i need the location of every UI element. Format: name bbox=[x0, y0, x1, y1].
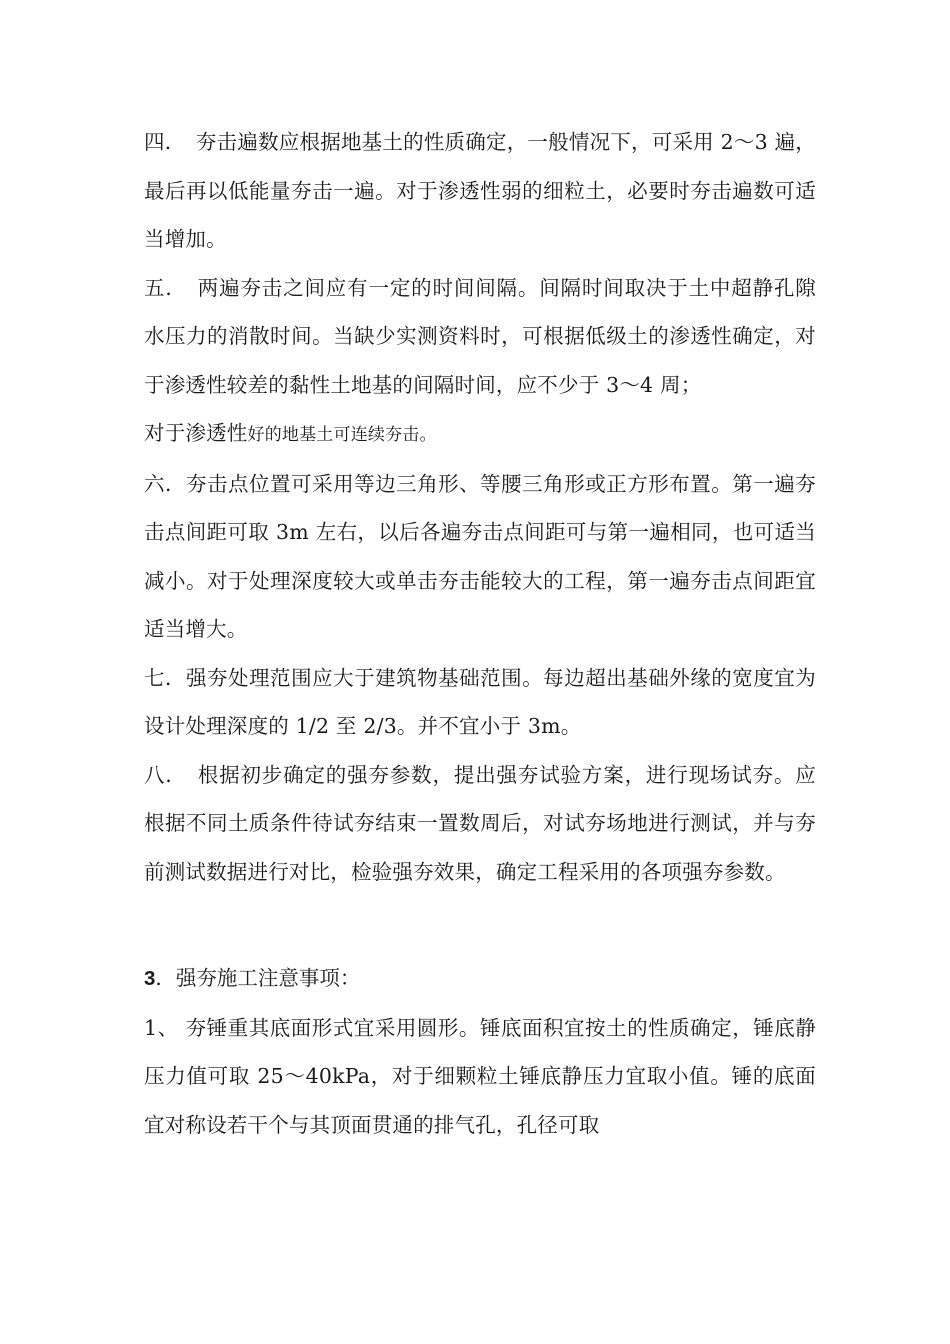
paragraph-5 bbox=[144, 264, 816, 460]
paragraph-5-tail: 对于渗透性 bbox=[144, 421, 248, 445]
paragraph-6: 六．夯击点位置可采用等边三角形、等腰三角形或正方形布置。第一遍夯击点间距可取 3m 左右，以后各遍夯击点间距可与第一遍相同，也可适当减小。对于处理深度较大或单击夯击能较大的工程，第一遍夯击点间距宜适当增大。 bbox=[144, 471, 816, 641]
item-1: 1、 夯锤重其底面形式宜采用圆形。锤底面积宜按土的性质确定，锤底静压力值可取 25～40kPa，对于细颗粒土锤底静压力宜取小值。锤的底面宜对称设若干个与其顶面贯通的排气孔，孔径可取 bbox=[144, 1015, 816, 1137]
document-body bbox=[144, 118, 816, 1149]
paragraph-8: 八． 根据初步确定的强夯参数，提出强夯试验方案，进行现场试夯。应根据不同土质条件待试夯结束一置数周后，对试夯场地进行测试，并与夯前测试数据进行对比，检验强夯效果，确定工程采用的各项强夯参数。 bbox=[144, 762, 816, 884]
section-spacer bbox=[144, 896, 816, 954]
paragraph-4: 四． 夯击遍数应根据地基土的性质确定，一般情况下，可采用 2～3 遍，最后再以低能量夯击一遍。对于渗透性弱的细粒土，必要时夯击遍数可适当增加。 bbox=[144, 130, 816, 251]
paragraph-5-tail-small: 好的地基土可连续夯击。 bbox=[247, 425, 437, 445]
paragraph-7: 七．强夯处理范围应大于建筑物基础范围。每边超出基础外缘的宽度宜为设计处理深度的 1/2 至 2/3。并不宜小于 3m。 bbox=[144, 665, 816, 738]
section-heading-text: ．强夯施工注意事项： bbox=[155, 966, 361, 990]
paragraph-5-text: 五． 两遍夯击之间应有一定的时间间隔。间隔时间取决于土中超静孔隙水压力的消散时间。当缺少实测资料时，可根据低级土的渗透性确定，对于渗透性较差的黏性土地基的间隔时间，应不少于 3～4 周； bbox=[144, 275, 816, 397]
section-heading-number: 3 bbox=[144, 967, 156, 990]
section-heading bbox=[144, 954, 816, 1004]
